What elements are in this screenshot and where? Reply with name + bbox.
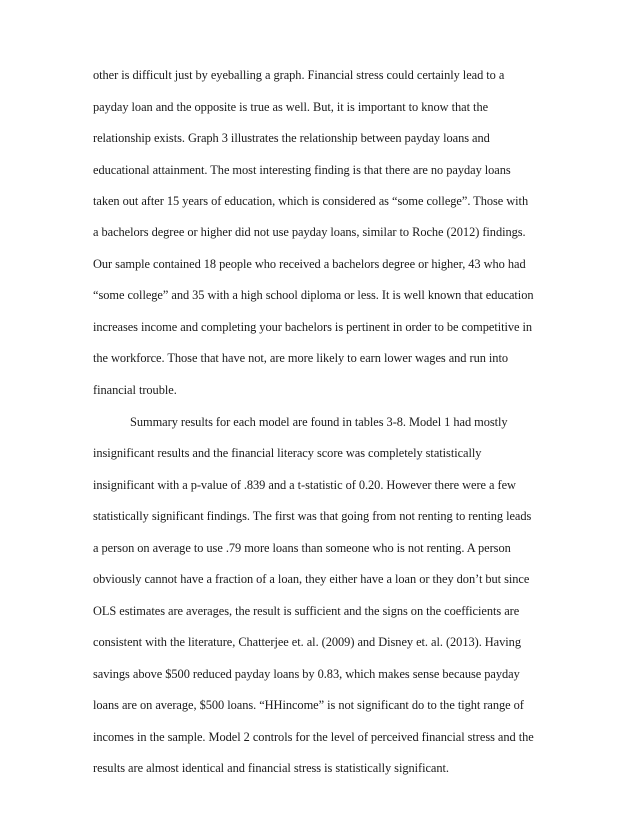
text-line-7: Our sample contained 18 people who received a bachelors degree or higher, 43 who had xyxy=(93,257,526,271)
text-line-23: results are almost identical and financial stress is statistically significant. xyxy=(93,761,449,775)
text-line-22: incomes in the sample. Model 2 controls for the level of perceived financial stress and the xyxy=(93,730,534,744)
text-line-5: taken out after 15 years of education, which is considered as “some college”. Those with xyxy=(93,194,529,208)
text-line-3: relationship exists. Graph 3 illustrates the relationship between payday loans and xyxy=(93,131,490,145)
text-line-2: payday loan and the opposite is true as well. But, it is important to know that the xyxy=(93,100,489,114)
text-line-10: the workforce. Those that have not, are more likely to earn lower wages and run into xyxy=(93,351,508,365)
text-line-17: obviously cannot have a fraction of a loan, they either have a loan or they don’t but since xyxy=(93,572,530,586)
text-line-21: loans are on average, $500 loans. “HHincome” is not significant do to the tight range of xyxy=(93,698,524,712)
text-line-16: a person on average to use .79 more loans than someone who is not renting. A person xyxy=(93,541,511,555)
text-line-14: insignificant with a p-value of .839 and a t-statistic of 0.20. However there were a few xyxy=(93,478,516,492)
text-line-11: financial trouble. xyxy=(93,383,177,397)
text-line-9: increases income and completing your bachelors is pertinent in order to be competitive in xyxy=(93,320,533,334)
text-line-19: consistent with the literature, Chatterjee et. al. (2009) and Disney et. al. (2013). Having xyxy=(93,635,521,649)
text-line-6: a bachelors degree or higher did not use payday loans, similar to Roche (2012) findings. xyxy=(93,225,526,239)
text-line-20: savings above $500 reduced payday loans by 0.83, which makes sense because payday xyxy=(93,667,520,681)
text-line-12: Summary results for each model are found in tables 3-8. Model 1 had mostly xyxy=(130,415,508,429)
text-line-4: educational attainment. The most interesting finding is that there are no payday loans xyxy=(93,163,511,177)
text-line-1: other is difficult just by eyeballing a graph. Financial stress could certainly lead to a xyxy=(93,68,505,82)
text-line-8: “some college” and 35 with a high school diploma or less. It is well known that education xyxy=(93,288,534,302)
text-line-13: insignificant results and the financial literacy score was completely statistically xyxy=(93,446,482,460)
text-line-15: statistically significant findings. The first was that going from not renting to renting leads xyxy=(93,509,532,523)
text-line-18: OLS estimates are averages, the result is sufficient and the signs on the coefficients are xyxy=(93,604,520,618)
